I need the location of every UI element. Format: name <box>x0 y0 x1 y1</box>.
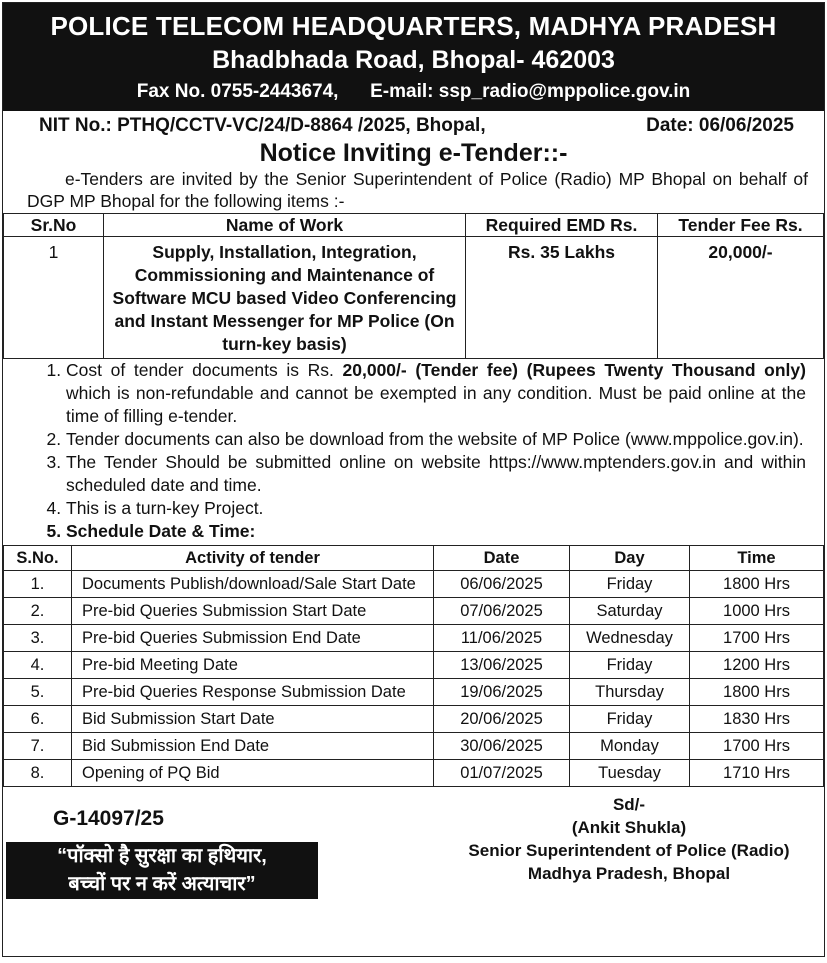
schedule-activity: Documents Publish/download/Sale Start Date <box>72 571 434 598</box>
schedule-sno: 6. <box>4 706 72 733</box>
table-row <box>4 571 824 598</box>
list-item: 4. This is a turn-key Project. <box>66 497 806 520</box>
schedule-day: Friday <box>570 571 690 598</box>
g-number: G-14097/25 <box>53 807 164 830</box>
schedule-date: 07/06/2025 <box>434 598 570 625</box>
schedule-time: 1800 Hrs <box>690 679 824 706</box>
schedule-day: Thursday <box>570 679 690 706</box>
list-item: 5. Schedule Date & Time: <box>66 520 806 543</box>
schedule-activity: Opening of PQ Bid <box>72 760 434 787</box>
item-name: Supply, Installation, Integration, Commissioning and Maintenance of Software MCU based Video Conferencing and Instant Messenger for MP Police (On turn-key basis) <box>104 237 466 359</box>
org-name: POLICE TELECOM HEADQUARTERS, MADHYA PRADESH <box>50 11 777 41</box>
schedule-sno: 3. <box>4 625 72 652</box>
col-s-no: S.No. <box>4 546 72 571</box>
notice-title: Notice Inviting e-Tender::- <box>259 139 568 167</box>
col-time: Time <box>690 546 824 571</box>
schedule-sno: 1. <box>4 571 72 598</box>
signature-block <box>464 793 794 885</box>
slogan-line-2: बच्चों पर न करें अत्याचार” <box>68 873 256 895</box>
nit-row <box>3 111 824 138</box>
schedule-activity: Pre-bid Meeting Date <box>72 652 434 679</box>
schedule-time: 1710 Hrs <box>690 760 824 787</box>
schedule-day: Wednesday <box>570 625 690 652</box>
schedule-time: 1800 Hrs <box>690 571 824 598</box>
col-name-of-work: Name of Work <box>104 214 466 237</box>
signatory-name: (Ankit Shukla) <box>571 818 687 837</box>
col-tender-fee: Tender Fee Rs. <box>658 214 824 237</box>
footer <box>3 787 824 905</box>
schedule-sno: 2. <box>4 598 72 625</box>
tender-notice-page <box>2 2 825 957</box>
note-text: which is non-refundable and cannot be exempted in any condition. Must be paid online at the time of filling e-tender. <box>66 383 806 426</box>
list-item: 3. The Tender Should be submitted online on website https://www.mptenders.gov.in and within scheduled date and time. <box>66 451 806 497</box>
table-row <box>4 706 824 733</box>
sd-mark: Sd/- <box>612 795 646 814</box>
slogan-line-1: “पॉक्सो है सुरक्षा का हथियार, <box>57 845 267 867</box>
table-row <box>4 733 824 760</box>
items-table-header <box>4 214 824 237</box>
intro-paragraph: e-Tenders are invited by the Senior Superintendent of Police (Radio) MP Bhopal on behalf of DGP MP Bhopal for the following items :- <box>27 169 808 211</box>
schedule-date: 20/06/2025 <box>434 706 570 733</box>
schedule-activity: Pre-bid Queries Submission Start Date <box>72 598 434 625</box>
org-address: Bhadbhada Road, Bhopal- 462003 <box>212 46 615 74</box>
schedule-time: 1200 Hrs <box>690 652 824 679</box>
schedule-date: 06/06/2025 <box>434 571 570 598</box>
schedule-day: Monday <box>570 733 690 760</box>
schedule-time: 1700 Hrs <box>690 733 824 760</box>
schedule-table-header <box>4 546 824 571</box>
schedule-date: 13/06/2025 <box>434 652 570 679</box>
table-row <box>4 598 824 625</box>
notes-list <box>3 359 824 543</box>
schedule-table <box>3 545 824 787</box>
signatory-place: Madhya Pradesh, Bhopal <box>527 864 731 883</box>
letterhead <box>3 3 824 111</box>
schedule-date: 30/06/2025 <box>434 733 570 760</box>
schedule-day: Friday <box>570 652 690 679</box>
schedule-activity: Bid Submission End Date <box>72 733 434 760</box>
schedule-activity: Bid Submission Start Date <box>72 706 434 733</box>
col-sr-no: Sr.No <box>4 214 104 237</box>
item-emd: Rs. 35 Lakhs <box>466 237 658 359</box>
schedule-time: 1000 Hrs <box>690 598 824 625</box>
col-date: Date <box>434 546 570 571</box>
item-fee: 20,000/- <box>658 237 824 359</box>
schedule-sno: 8. <box>4 760 72 787</box>
note-text: Cost of tender documents is Rs. <box>66 360 343 380</box>
table-row <box>4 760 824 787</box>
org-contact: Fax No. 0755-2443674, E-mail: ssp_radio@mppolice.gov.in <box>136 81 691 102</box>
schedule-day: Saturday <box>570 598 690 625</box>
schedule-date: 11/06/2025 <box>434 625 570 652</box>
schedule-date: 01/07/2025 <box>434 760 570 787</box>
schedule-date: 19/06/2025 <box>434 679 570 706</box>
schedule-activity: Pre-bid Queries Response Submission Date <box>72 679 434 706</box>
table-row <box>4 237 824 359</box>
table-row <box>4 625 824 652</box>
col-required-emd: Required EMD Rs. <box>466 214 658 237</box>
schedule-activity: Pre-bid Queries Submission End Date <box>72 625 434 652</box>
schedule-sno: 5. <box>4 679 72 706</box>
nit-date: Date: 06/06/2025 <box>646 115 794 136</box>
note-bold-text: 20,000/- (Tender fee) (Rupees Twenty Thousand only) <box>342 360 806 380</box>
schedule-day: Tuesday <box>570 760 690 787</box>
table-row <box>4 652 824 679</box>
list-item <box>66 359 806 428</box>
col-activity: Activity of tender <box>72 546 434 571</box>
signatory-designation: Senior Superintendent of Police (Radio) <box>468 841 790 860</box>
schedule-sno: 4. <box>4 652 72 679</box>
schedule-day: Friday <box>570 706 690 733</box>
schedule-time: 1700 Hrs <box>690 625 824 652</box>
slogan-box <box>6 842 318 899</box>
schedule-time: 1830 Hrs <box>690 706 824 733</box>
nit-number: NIT No.: PTHQ/CCTV-VC/24/D-8864 /2025, Bhopal, <box>39 115 486 136</box>
list-item: 2. Tender documents can also be download from the website of MP Police (www.mppolice.gov.in). <box>66 428 806 451</box>
col-day: Day <box>570 546 690 571</box>
table-row <box>4 679 824 706</box>
items-table <box>3 213 824 359</box>
item-sr: 1 <box>4 237 104 359</box>
schedule-sno: 7. <box>4 733 72 760</box>
